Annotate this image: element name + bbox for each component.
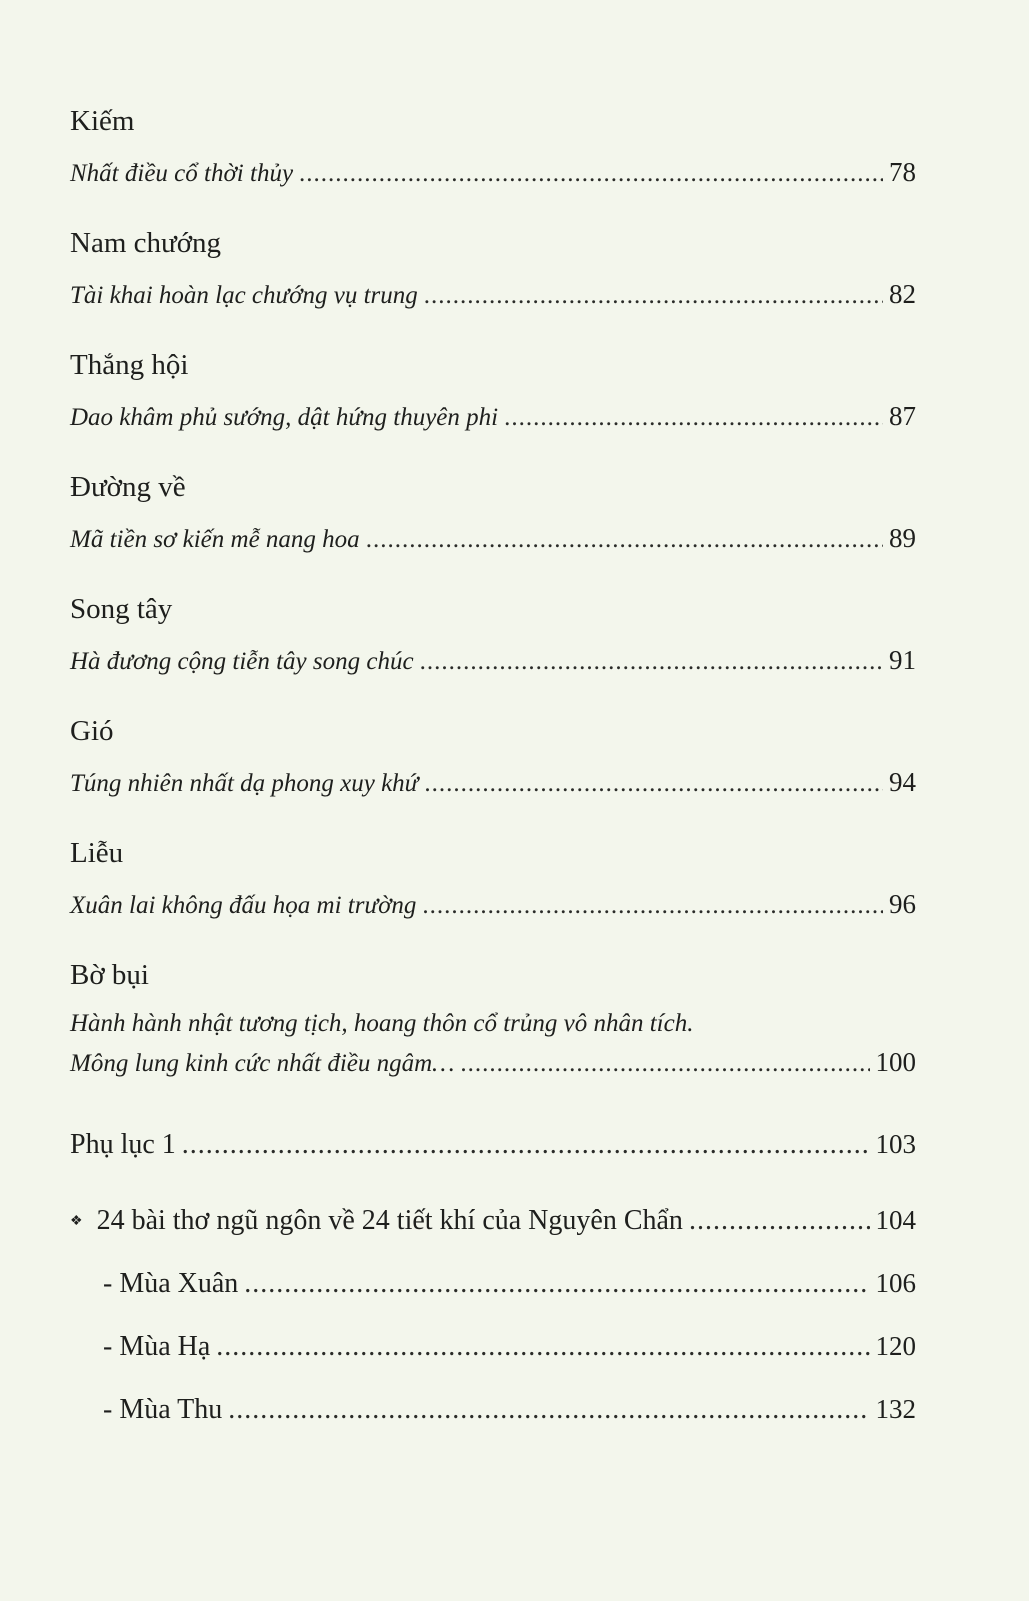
entry-line[interactable] — [70, 887, 916, 923]
toc-entry — [70, 835, 916, 923]
dot-leader — [504, 401, 883, 435]
season-line[interactable] — [103, 1329, 916, 1364]
entry-line[interactable] — [70, 765, 916, 801]
page-number: 94 — [889, 767, 916, 797]
dot-leader — [366, 523, 883, 557]
entry-line[interactable] — [70, 155, 916, 191]
entry-title: Liễu — [70, 837, 124, 869]
toc-entry — [70, 713, 916, 801]
season-line[interactable] — [103, 1266, 916, 1301]
entry-line[interactable] — [70, 643, 916, 679]
toc-entry — [70, 103, 916, 191]
appendix-line[interactable] — [70, 1127, 916, 1162]
entry-title: Thắng hội — [70, 349, 189, 381]
page-number: 82 — [889, 279, 916, 309]
page-number: 132 — [875, 1394, 916, 1424]
entry-subtitle: Tài khai hoàn lạc chướng vụ trung — [70, 282, 418, 309]
page-number: 87 — [889, 401, 916, 431]
toc-entry — [70, 347, 916, 435]
entry-subtitle: Hà đương cộng tiễn tây song chúc — [70, 648, 414, 675]
entry-title: Bờ bụi — [70, 959, 149, 991]
toc-entry — [70, 957, 916, 1081]
page-number: 100 — [875, 1047, 916, 1077]
entry-line[interactable] — [70, 521, 916, 557]
season-entry — [103, 1329, 916, 1364]
entry-subtitle-line1: Hành hành nhật tương tịch, hoang thôn cổ trủng vô nhân tích. — [70, 1010, 694, 1037]
season-label: - Mùa Hạ — [103, 1331, 211, 1362]
toc-entry — [70, 225, 916, 313]
page-number: 103 — [875, 1129, 916, 1159]
entry-title: Kiếm — [70, 105, 135, 137]
appendix-label: Phụ lục 1 — [70, 1129, 176, 1160]
dot-leader — [182, 1128, 870, 1162]
page-number: 106 — [875, 1268, 916, 1298]
dot-leader — [228, 1393, 869, 1427]
bullet-label: 24 bài thơ ngũ ngôn về 24 tiết khí của Nguyên Chẩn — [96, 1205, 683, 1236]
dot-leader — [299, 157, 883, 191]
entry-subtitle: Nhất điều cổ thời thủy — [70, 160, 294, 187]
entry-line[interactable] — [70, 277, 916, 313]
page-number: 120 — [875, 1331, 916, 1361]
dot-leader — [244, 1267, 869, 1301]
entry-subtitle: Túng nhiên nhất dạ phong xuy khứ — [70, 770, 419, 797]
dot-leader — [424, 767, 883, 801]
page-number: 91 — [889, 645, 916, 675]
season-line[interactable] — [103, 1392, 916, 1427]
entry-line[interactable] — [70, 399, 916, 435]
bullet-entry — [70, 1203, 916, 1243]
entry-subtitle: Mông lung kinh cức nhất điều ngâm… — [70, 1050, 455, 1077]
toc-entry — [70, 591, 916, 679]
entry-title: Song tây — [70, 593, 173, 625]
dot-leader — [422, 889, 883, 923]
page-number: 96 — [889, 889, 916, 919]
dot-leader — [689, 1204, 870, 1238]
season-entry — [103, 1392, 916, 1427]
toc-entry — [70, 469, 916, 557]
dot-leader — [424, 279, 883, 313]
dot-leader — [216, 1330, 869, 1364]
appendix-entry — [70, 1127, 916, 1162]
bullet-line[interactable] — [70, 1203, 916, 1243]
season-label: - Mùa Thu — [103, 1394, 223, 1425]
dot-leader — [420, 645, 883, 679]
entry-title: Đường về — [70, 471, 186, 503]
entry-subtitle: Xuân lai không đấu họa mi trường — [70, 892, 417, 919]
entry-title: Nam chướng — [70, 227, 222, 259]
page-number: 89 — [889, 523, 916, 553]
entry-title: Gió — [70, 715, 114, 747]
diamond-bullet-icon: ❖ — [70, 1214, 83, 1229]
dot-leader — [460, 1047, 869, 1081]
page-number: 78 — [889, 157, 916, 187]
season-label: - Mùa Xuân — [103, 1268, 239, 1299]
entry-line[interactable] — [70, 1045, 916, 1081]
page-number: 104 — [875, 1205, 916, 1235]
entry-subtitle: Dao khâm phủ sướng, dật hứng thuyên phi — [70, 404, 499, 431]
entry-subtitle: Mã tiền sơ kiến mễ nang hoa — [70, 526, 360, 553]
bullet-text — [70, 1204, 683, 1243]
season-entry — [103, 1266, 916, 1301]
